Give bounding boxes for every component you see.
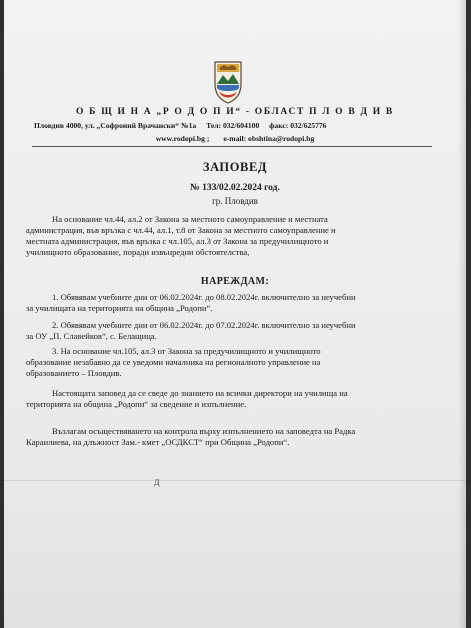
- page-edge-shadow: [458, 0, 466, 628]
- intro-line: училищното образование, поради извънредни обстоятелства,: [26, 247, 250, 257]
- notify-line: Настоящата заповед да се сведе до знанието на всички директори на училища на: [52, 388, 348, 398]
- signature-fragment: Д: [154, 478, 160, 487]
- address-text: Пловдив 4000, ул. „Софроний Врачански“ №1а: [34, 121, 197, 130]
- item-line: за училищата на територията на община „Родопи“.: [26, 303, 213, 313]
- page-fold: [4, 480, 466, 628]
- item-line: образованието – Пловдив.: [26, 368, 122, 378]
- control-line: Караилиева, на длъжност Зам.- кмет „ОСДКСТ“ при Община „Родопи“.: [26, 437, 290, 447]
- phone-text: Тел: 032/604100: [206, 121, 260, 130]
- document-city: гр. Пловдив: [212, 196, 258, 206]
- document-number: № 133/02.02.2024 год.: [190, 183, 280, 193]
- item-line: 1. Обявявам учебните дни от 06.02.2024г. до 08.02.2024г. включително за неучебни: [52, 292, 356, 302]
- item-line: за ОУ „П. Славейков“, с. Белащица.: [26, 331, 157, 341]
- header-divider: [32, 146, 432, 147]
- municipality-crest-icon: [211, 58, 245, 104]
- municipality-name: О Б Щ И Н А „Р О Д О П И“ - ОБЛАСТ П Л О В Д И В: [76, 107, 394, 117]
- notify-line: територията на община „Родопи“ за сведение и изпълнение.: [26, 399, 247, 409]
- intro-line: На основание чл.44, ал.2 от Закона за местното самоуправление и местната: [52, 214, 328, 224]
- intro-paragraph: [26, 214, 446, 258]
- notify-paragraph: [26, 388, 446, 410]
- fax-text: факс: 032/625776: [269, 121, 327, 130]
- control-line: Възлагам осъществяването на контрола върху изпълнението на заповедта на Радка: [52, 426, 356, 436]
- order-heading: НАРЕЖДАМ:: [200, 276, 270, 287]
- intro-line: администрация, във връзка с чл.44, ал.1, т.8 от Закона за местното самоуправление и: [26, 225, 336, 235]
- website-link[interactable]: www.rodopi.bg ;: [155, 134, 210, 143]
- order-item-2: [26, 320, 446, 342]
- item-line: 2. Обявявам учебните дни от 06.02.2024г. до 07.02.2024г. включително за неучебни: [52, 320, 356, 330]
- item-line: образование незабавно да се уведоми началника на регионалното управление на: [26, 357, 321, 367]
- email-link[interactable]: e-mail: obshtina@rodopi.bg: [223, 134, 315, 143]
- document-page: [4, 0, 466, 628]
- item-line: 3. На основание чл.105, ал.3 от Закона за предучилищното и училищното: [52, 346, 321, 356]
- contact-line: [34, 121, 464, 130]
- intro-line: местната администрация, във връзка с чл.105, ал.3 от Закона за предучилищното и: [26, 236, 329, 246]
- web-line: [4, 134, 466, 143]
- control-paragraph: [26, 426, 446, 448]
- document-title: ЗАПОВЕД: [202, 160, 268, 174]
- order-item-1: [26, 292, 446, 314]
- order-item-3: [26, 346, 446, 379]
